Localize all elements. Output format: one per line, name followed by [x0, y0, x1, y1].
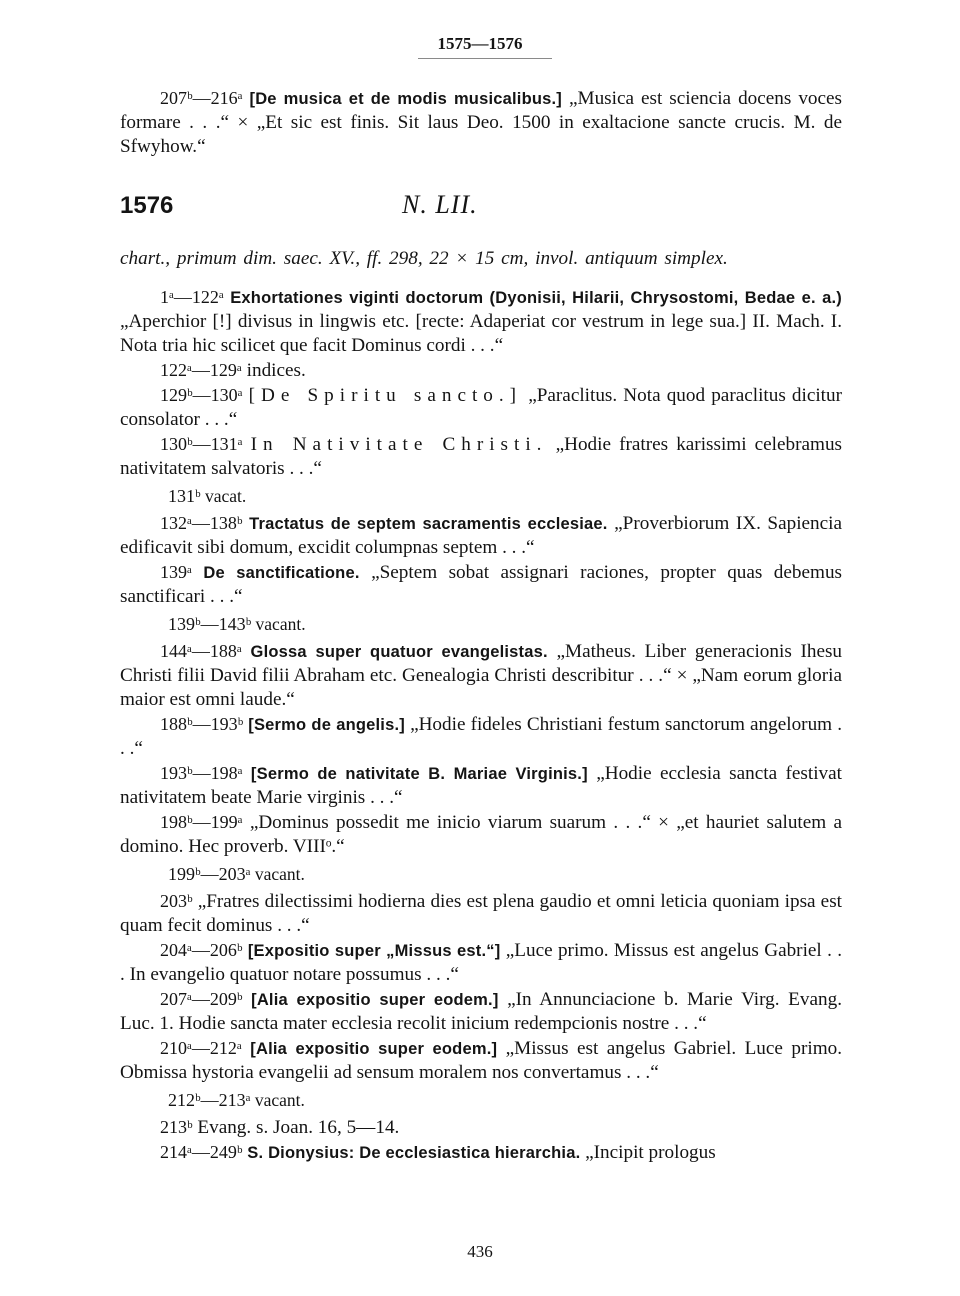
catalog-entry [120, 987, 842, 1036]
entry-text: „Hodie fratres karissimi celebramus nativitatem salvatoris . . .“ [120, 434, 843, 479]
manuscript-heading [120, 190, 842, 233]
entry-folio: 214ᵃ—249ᵇ [160, 1142, 243, 1162]
entry-text: „Missus est angelus Gabriel. Luce primo. Obmissa hystoria evangelii ad sensum moralem nos convertamus . . .“ [120, 1038, 843, 1083]
entry-folio: 199ᵇ—203ᵃ [168, 864, 251, 884]
entry-text: „Incipit prologus [585, 1142, 716, 1163]
entry-folio: 139ᵃ [160, 562, 192, 582]
entry-title: Exhortationes viginti doctorum (Dyonisii, Hilarii, Chrysostomi, Bedae e. a.) [230, 289, 842, 307]
catalog-entry [120, 810, 842, 859]
entry-text: vacant. [254, 1090, 305, 1110]
catalog-entry [120, 1140, 842, 1165]
entry-folio: 210ᵃ—212ᵃ [160, 1038, 242, 1058]
catalog-entry [120, 511, 842, 560]
entry-text: „Septem sobat assignari raciones, propter quas debemus sanctificari . . .“ [120, 562, 843, 607]
catalog-entry [120, 358, 842, 383]
entry-folio: 130ᵇ—131ᵃ [160, 434, 243, 454]
entry-title: [Alia expositio super eodem.] [251, 991, 499, 1009]
vacat-entry [120, 612, 842, 636]
entry-text: „Matheus. Liber generacionis Ihesu Christi filii David filii Abraham etc. Genealogia Christi describitur . . .“ × „Nam eorum gloria maior est omni laude.“ [120, 641, 843, 710]
entry-folio: 132ᵃ—138ᵇ [160, 513, 243, 533]
entry-folio: 204ᵃ—206ᵇ [160, 940, 243, 960]
entry-text: „Hodie ecclesia sancta festivat nativitatem beate Marie virginis . . .“ [120, 763, 842, 808]
entry-title: [Expositio super „Missus est.“] [247, 942, 501, 960]
entry-title: [Sermo de nativitate B. Mariae Virginis.] [250, 765, 588, 783]
entry-folio: 193ᵇ—198ᵃ [160, 763, 243, 783]
catalog-entry [120, 560, 842, 609]
catalog-entry [120, 639, 842, 712]
entry-folio: 188ᵇ—193ᵇ [160, 714, 244, 734]
catalog-entry [120, 1115, 842, 1140]
catalog-entry [120, 285, 842, 358]
entry-title: [Sermo de angelis.] [248, 716, 405, 734]
catalog-entry [120, 432, 842, 481]
running-title: 1575—1576 [437, 34, 523, 53]
manuscript-signature: N. LII. [402, 190, 478, 219]
entry-folio: 129ᵇ—130ᵃ [160, 385, 243, 405]
header-rule [418, 58, 552, 59]
catalog-entry [120, 889, 842, 938]
entry-title: S. Dionysius: De ecclesiastica hierarchia. [247, 1144, 581, 1162]
entry-text: „In Annunciacione b. Marie Virg. Evang. Luc. 1. Hodie sancta mater ecclesia recolit inicium redempcionis nostre . . .“ [120, 989, 842, 1034]
entry-title: [De musica et de modis musicalibus.] [249, 90, 562, 108]
entry-text: „Fratres dilectissimi hodierna dies est plena gaudio et omni leticia quoniam ipsa est quam fecit dominus . . .“ [120, 891, 842, 936]
catalog-entry [120, 383, 842, 432]
entry-text: „Musica est sciencia docens voces formare . . .“ × „Et sic est finis. Sit laus Deo. 1500 in exaltacione sancte crucis. M. de Sfwyhow.“ [120, 88, 843, 157]
entry-folio: 207ᵃ—209ᵇ [160, 989, 243, 1009]
entry-spaced-title: [De Spiritu sancto.] [248, 385, 523, 406]
manuscript-number: 1576 [120, 192, 174, 219]
entry-folio: 131ᵇ [168, 486, 201, 506]
vacat-entry [120, 1088, 842, 1112]
entry-spaced-title: In Nativitate Christi. [250, 434, 548, 455]
entry-text: „Dominus possedit me inicio viarum suarum . . .“ × „et hauriet salutem a domino. Hec proverb. VIIIᵒ.“ [120, 812, 843, 857]
entry-folio: 1ᵃ—122ᵃ [160, 287, 224, 307]
entry-text: vacat. [204, 486, 247, 506]
page-number: 436 [467, 1242, 493, 1261]
catalog-entry [120, 761, 842, 810]
entry-folio: 139ᵇ—143ᵇ [168, 614, 252, 634]
catalog-entry [120, 1036, 842, 1085]
physical-description: chart., primum dim. saec. XV., ff. 298, 22 × 15 cm, invol. antiquum simplex. [120, 248, 728, 269]
entry-folio: 203ᵇ [160, 891, 193, 911]
entry-list [120, 285, 842, 1165]
entry-text: „Paraclitus. Nota quod paraclitus dicitur consolator . . .“ [120, 385, 843, 430]
entry-title: [Alia expositio super eodem.] [250, 1040, 498, 1058]
entry-title: Glossa super quatuor evangelistas. [250, 643, 548, 661]
vacat-entry [120, 484, 842, 508]
entry-folio: 213ᵇ [160, 1117, 193, 1137]
catalog-entry [120, 712, 842, 761]
catalog-column [120, 86, 842, 1165]
entry-text: „Aperchior [!] divisus in lingwis etc. [recte: Adaperiat cor vestrum in lege sua.] II. Mach. I. Nota tria hic scilicet que facit Dominus cordi . . .“ [120, 311, 842, 356]
entry-folio: 122ᵃ—129ᵃ [160, 360, 242, 380]
entry-folio: 198ᵇ—199ᵃ [160, 812, 243, 832]
entry-title: Tractatus de septem sacramentis ecclesiae. [249, 515, 608, 533]
entry-text: Evang. s. Joan. 16, 5—14. [197, 1117, 400, 1138]
entry-title: De sanctificatione. [203, 564, 360, 582]
entry-text: „Luce primo. Missus est angelus Gabriel . . . In evangelio quatuor notare possumus . . .“ [120, 940, 842, 985]
entry-text: „Hodie fideles Christiani festum sanctorum angelorum . . .“ [120, 714, 843, 759]
entry-text: vacant. [254, 864, 305, 884]
continued-entry [120, 86, 842, 159]
entry-folio: 207ᵇ—216ᵃ [160, 88, 243, 108]
entry-folio: 144ᵃ—188ᵃ [160, 641, 242, 661]
entry-text: vacant. [255, 614, 306, 634]
entry-folio: 212ᵇ—213ᵃ [168, 1090, 251, 1110]
entry-text: indices. [246, 360, 306, 381]
vacat-entry [120, 862, 842, 886]
catalog-entry [120, 938, 842, 987]
entry-text: „Proverbiorum IX. Sapiencia edificavit sibi domum, excidit columpnas septem . . .“ [120, 513, 843, 558]
